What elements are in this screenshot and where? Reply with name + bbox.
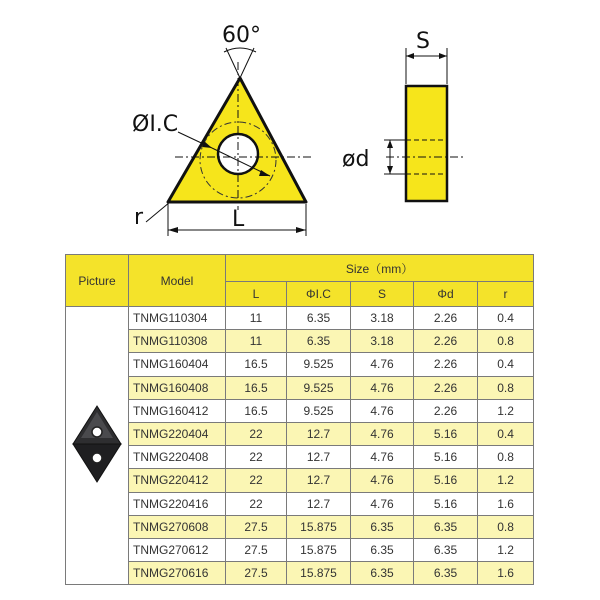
table-row xyxy=(66,376,534,399)
l-cell: 22 xyxy=(226,446,287,469)
ic-cell: 15.875 xyxy=(287,515,351,538)
s-cell: 4.76 xyxy=(351,422,414,445)
model-cell: TNMG110308 xyxy=(129,330,226,353)
table-row xyxy=(66,469,534,492)
d-cell: 6.35 xyxy=(414,515,478,538)
table-row xyxy=(66,492,534,515)
d-cell: 5.16 xyxy=(414,446,478,469)
header-d: Φd xyxy=(414,282,478,307)
model-cell: TNMG270616 xyxy=(129,562,226,585)
r-cell: 1.6 xyxy=(478,562,534,585)
table-row xyxy=(66,562,534,585)
r-cell: 0.4 xyxy=(478,307,534,330)
l-cell: 16.5 xyxy=(226,376,287,399)
model-cell: TNMG270612 xyxy=(129,538,226,561)
table-row xyxy=(66,330,534,353)
l-cell: 27.5 xyxy=(226,562,287,585)
d-cell: 2.26 xyxy=(414,353,478,376)
angle-label: 60° xyxy=(222,23,261,48)
r-cell: 0.8 xyxy=(478,515,534,538)
d-cell: 6.35 xyxy=(414,562,478,585)
r-cell: 0.4 xyxy=(478,422,534,445)
ic-cell: 12.7 xyxy=(287,492,351,515)
ic-cell: 6.35 xyxy=(287,307,351,330)
l-cell: 16.5 xyxy=(226,353,287,376)
ic-cell: 12.7 xyxy=(287,422,351,445)
header-size: Size（mm） xyxy=(226,255,534,282)
insert-hole-top xyxy=(92,427,102,437)
d-cell: 2.26 xyxy=(414,399,478,422)
insert-product-image xyxy=(69,404,125,484)
l-cell: 22 xyxy=(226,492,287,515)
d-cell: 5.16 xyxy=(414,492,478,515)
angle-line-right xyxy=(240,48,254,78)
model-cell: TNMG270608 xyxy=(129,515,226,538)
r-cell: 0.8 xyxy=(478,446,534,469)
r-cell: 1.2 xyxy=(478,469,534,492)
s-cell: 4.76 xyxy=(351,353,414,376)
d-cell: 2.26 xyxy=(414,307,478,330)
header-picture: Picture xyxy=(66,255,129,307)
header-ic: ΦI.C xyxy=(287,282,351,307)
header-model: Model xyxy=(129,255,226,307)
specification-table xyxy=(65,254,534,585)
r-cell: 1.2 xyxy=(478,399,534,422)
d-label: ød xyxy=(342,147,370,172)
header-l: L xyxy=(226,282,287,307)
d-cell: 6.35 xyxy=(414,538,478,561)
r-cell: 0.8 xyxy=(478,376,534,399)
table-row xyxy=(66,307,534,330)
s-cell: 6.35 xyxy=(351,562,414,585)
table-row xyxy=(66,422,534,445)
s-arrow-right xyxy=(439,53,447,59)
s-cell: 6.35 xyxy=(351,515,414,538)
l-cell: 22 xyxy=(226,422,287,445)
insert-technical-drawing xyxy=(0,0,600,250)
l-cell: 11 xyxy=(226,307,287,330)
header-r: r xyxy=(478,282,534,307)
model-cell: TNMG220412 xyxy=(129,469,226,492)
l-arrow-right xyxy=(296,227,306,233)
d-cell: 5.16 xyxy=(414,469,478,492)
s-cell: 4.76 xyxy=(351,399,414,422)
table-row xyxy=(66,446,534,469)
r-cell: 0.8 xyxy=(478,330,534,353)
angle-arc xyxy=(224,48,256,52)
picture-cell xyxy=(66,307,129,585)
table-row xyxy=(66,353,534,376)
side-view-body xyxy=(406,86,447,201)
s-cell: 4.76 xyxy=(351,376,414,399)
l-label: L xyxy=(232,207,245,232)
model-cell: TNMG110304 xyxy=(129,307,226,330)
side-view xyxy=(342,29,466,201)
ic-cell: 9.525 xyxy=(287,353,351,376)
model-cell: TNMG220408 xyxy=(129,446,226,469)
l-cell: 22 xyxy=(226,469,287,492)
ic-cell: 9.525 xyxy=(287,399,351,422)
s-cell: 3.18 xyxy=(351,330,414,353)
table-row xyxy=(66,538,534,561)
l-arrow-left xyxy=(168,227,178,233)
triangle-insert-view xyxy=(132,23,312,236)
ic-label: ØI.C xyxy=(132,112,179,137)
model-cell: TNMG220416 xyxy=(129,492,226,515)
model-cell: TNMG160404 xyxy=(129,353,226,376)
header-s: S xyxy=(351,282,414,307)
s-label: S xyxy=(416,29,430,54)
r-leader-line xyxy=(146,202,170,222)
model-cell: TNMG160412 xyxy=(129,399,226,422)
d-cell: 2.26 xyxy=(414,376,478,399)
ic-cell: 15.875 xyxy=(287,538,351,561)
s-arrow-left xyxy=(406,53,414,59)
ic-cell: 12.7 xyxy=(287,446,351,469)
s-cell: 6.35 xyxy=(351,538,414,561)
l-cell: 16.5 xyxy=(226,399,287,422)
table-row xyxy=(66,399,534,422)
r-cell: 1.6 xyxy=(478,492,534,515)
r-cell: 1.2 xyxy=(478,538,534,561)
s-cell: 4.76 xyxy=(351,446,414,469)
insert-hole-bottom xyxy=(92,453,102,463)
s-cell: 4.76 xyxy=(351,469,414,492)
d-arrow-top xyxy=(387,140,393,148)
l-cell: 27.5 xyxy=(226,538,287,561)
s-cell: 4.76 xyxy=(351,492,414,515)
ic-cell: 6.35 xyxy=(287,330,351,353)
model-cell: TNMG220404 xyxy=(129,422,226,445)
ic-cell: 15.875 xyxy=(287,562,351,585)
r-label: r xyxy=(134,205,144,230)
ic-cell: 12.7 xyxy=(287,469,351,492)
l-cell: 11 xyxy=(226,330,287,353)
l-cell: 27.5 xyxy=(226,515,287,538)
model-cell: TNMG160408 xyxy=(129,376,226,399)
table-row xyxy=(66,515,534,538)
d-cell: 5.16 xyxy=(414,422,478,445)
s-cell: 3.18 xyxy=(351,307,414,330)
r-cell: 0.4 xyxy=(478,353,534,376)
d-arrow-bottom xyxy=(387,166,393,174)
ic-cell: 9.525 xyxy=(287,376,351,399)
d-cell: 2.26 xyxy=(414,330,478,353)
